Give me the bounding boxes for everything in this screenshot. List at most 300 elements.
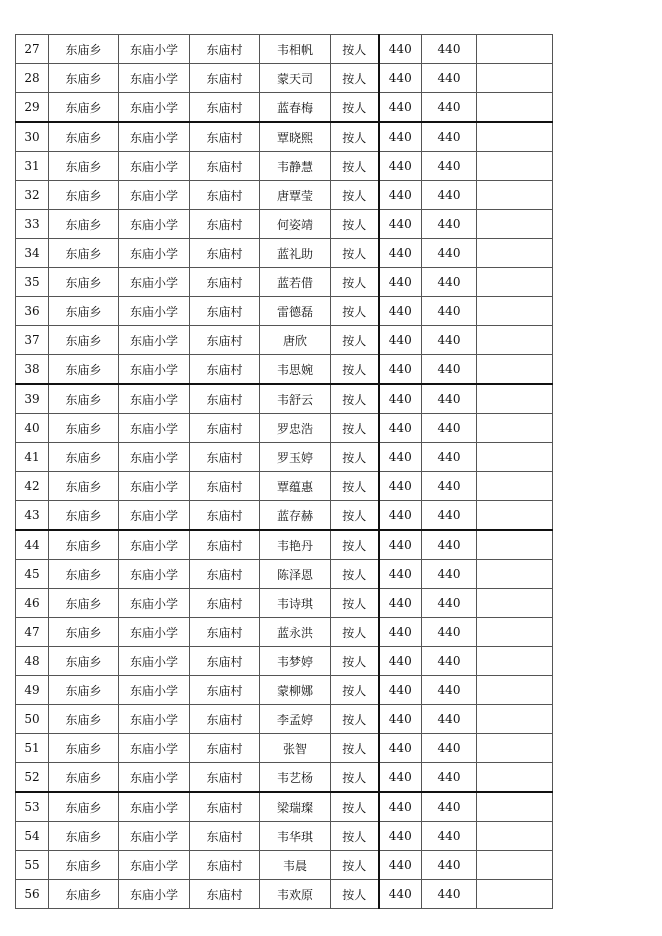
school-cell: 东庙小学 <box>119 297 190 326</box>
amount-cell: 440 <box>379 210 422 239</box>
school-cell: 东庙小学 <box>119 472 190 501</box>
amount-total-cell: 440 <box>422 297 477 326</box>
village-cell: 东庙村 <box>190 530 260 560</box>
student-name-cell: 韦梦婷 <box>260 647 331 676</box>
table-row <box>16 326 553 355</box>
table-row <box>16 239 553 268</box>
school-cell: 东庙小学 <box>119 384 190 414</box>
township-cell: 东庙乡 <box>49 734 119 763</box>
table-row <box>16 880 553 909</box>
table-row <box>16 64 553 93</box>
basis-cell: 按人 <box>331 64 379 93</box>
basis-cell: 按人 <box>331 355 379 385</box>
note-cell <box>477 35 553 64</box>
township-cell: 东庙乡 <box>49 443 119 472</box>
village-cell: 东庙村 <box>190 851 260 880</box>
note-cell <box>477 64 553 93</box>
note-cell <box>477 152 553 181</box>
amount-cell: 440 <box>379 530 422 560</box>
school-cell: 东庙小学 <box>119 792 190 822</box>
amount-cell: 440 <box>379 64 422 93</box>
row-number-cell: 29 <box>16 93 49 123</box>
table-row <box>16 210 553 239</box>
basis-cell: 按人 <box>331 384 379 414</box>
school-cell: 东庙小学 <box>119 763 190 793</box>
student-name-cell: 韦思婉 <box>260 355 331 385</box>
village-cell: 东庙村 <box>190 618 260 647</box>
amount-cell: 440 <box>379 93 422 123</box>
table-row <box>16 355 553 385</box>
amount-cell: 440 <box>379 443 422 472</box>
student-name-cell: 罗忠浩 <box>260 414 331 443</box>
village-cell: 东庙村 <box>190 268 260 297</box>
township-cell: 东庙乡 <box>49 676 119 705</box>
row-number-cell: 44 <box>16 530 49 560</box>
amount-total-cell: 440 <box>422 64 477 93</box>
student-name-cell: 蓝存赫 <box>260 501 331 531</box>
basis-cell: 按人 <box>331 618 379 647</box>
school-cell: 东庙小学 <box>119 355 190 385</box>
basis-cell: 按人 <box>331 763 379 793</box>
amount-total-cell: 440 <box>422 880 477 909</box>
township-cell: 东庙乡 <box>49 297 119 326</box>
amount-total-cell: 440 <box>422 239 477 268</box>
amount-cell: 440 <box>379 326 422 355</box>
village-cell: 东庙村 <box>190 880 260 909</box>
school-cell: 东庙小学 <box>119 618 190 647</box>
amount-cell: 440 <box>379 122 422 152</box>
village-cell: 东庙村 <box>190 64 260 93</box>
student-name-cell: 蓝礼助 <box>260 239 331 268</box>
township-cell: 东庙乡 <box>49 472 119 501</box>
township-cell: 东庙乡 <box>49 384 119 414</box>
note-cell <box>477 618 553 647</box>
school-cell: 东庙小学 <box>119 676 190 705</box>
school-cell: 东庙小学 <box>119 35 190 64</box>
table-row <box>16 851 553 880</box>
table-row <box>16 705 553 734</box>
township-cell: 东庙乡 <box>49 589 119 618</box>
basis-cell: 按人 <box>331 792 379 822</box>
amount-cell: 440 <box>379 152 422 181</box>
school-cell: 东庙小学 <box>119 705 190 734</box>
note-cell <box>477 734 553 763</box>
amount-cell: 440 <box>379 560 422 589</box>
note-cell <box>477 443 553 472</box>
village-cell: 东庙村 <box>190 93 260 123</box>
student-name-cell: 陈泽恩 <box>260 560 331 589</box>
note-cell <box>477 384 553 414</box>
township-cell: 东庙乡 <box>49 822 119 851</box>
note-cell <box>477 93 553 123</box>
school-cell: 东庙小学 <box>119 822 190 851</box>
amount-cell: 440 <box>379 35 422 64</box>
note-cell <box>477 297 553 326</box>
township-cell: 东庙乡 <box>49 64 119 93</box>
amount-total-cell: 440 <box>422 152 477 181</box>
subsidy-table <box>15 34 553 909</box>
row-number-cell: 37 <box>16 326 49 355</box>
amount-cell: 440 <box>379 239 422 268</box>
basis-cell: 按人 <box>331 210 379 239</box>
amount-cell: 440 <box>379 501 422 531</box>
note-cell <box>477 239 553 268</box>
amount-cell: 440 <box>379 763 422 793</box>
basis-cell: 按人 <box>331 880 379 909</box>
row-number-cell: 42 <box>16 472 49 501</box>
township-cell: 东庙乡 <box>49 501 119 531</box>
township-cell: 东庙乡 <box>49 705 119 734</box>
township-cell: 东庙乡 <box>49 880 119 909</box>
student-name-cell: 唐欣 <box>260 326 331 355</box>
row-number-cell: 30 <box>16 122 49 152</box>
school-cell: 东庙小学 <box>119 734 190 763</box>
row-number-cell: 34 <box>16 239 49 268</box>
village-cell: 东庙村 <box>190 822 260 851</box>
basis-cell: 按人 <box>331 443 379 472</box>
row-number-cell: 46 <box>16 589 49 618</box>
basis-cell: 按人 <box>331 93 379 123</box>
school-cell: 东庙小学 <box>119 443 190 472</box>
village-cell: 东庙村 <box>190 705 260 734</box>
student-name-cell: 韦静慧 <box>260 152 331 181</box>
note-cell <box>477 792 553 822</box>
note-cell <box>477 822 553 851</box>
table-row <box>16 414 553 443</box>
student-name-cell: 何姿靖 <box>260 210 331 239</box>
note-cell <box>477 122 553 152</box>
row-number-cell: 54 <box>16 822 49 851</box>
school-cell: 东庙小学 <box>119 64 190 93</box>
village-cell: 东庙村 <box>190 501 260 531</box>
amount-cell: 440 <box>379 414 422 443</box>
table-row <box>16 647 553 676</box>
student-name-cell: 梁瑞璨 <box>260 792 331 822</box>
township-cell: 东庙乡 <box>49 851 119 880</box>
amount-cell: 440 <box>379 647 422 676</box>
student-name-cell: 唐覃莹 <box>260 181 331 210</box>
village-cell: 东庙村 <box>190 122 260 152</box>
row-number-cell: 33 <box>16 210 49 239</box>
basis-cell: 按人 <box>331 239 379 268</box>
table-row <box>16 472 553 501</box>
township-cell: 东庙乡 <box>49 210 119 239</box>
row-number-cell: 36 <box>16 297 49 326</box>
note-cell <box>477 501 553 531</box>
student-name-cell: 蓝春梅 <box>260 93 331 123</box>
township-cell: 东庙乡 <box>49 326 119 355</box>
basis-cell: 按人 <box>331 822 379 851</box>
amount-cell: 440 <box>379 705 422 734</box>
amount-cell: 440 <box>379 268 422 297</box>
note-cell <box>477 880 553 909</box>
amount-total-cell: 440 <box>422 472 477 501</box>
amount-total-cell: 440 <box>422 210 477 239</box>
basis-cell: 按人 <box>331 35 379 64</box>
school-cell: 东庙小学 <box>119 851 190 880</box>
student-name-cell: 韦晨 <box>260 851 331 880</box>
row-number-cell: 51 <box>16 734 49 763</box>
table-row <box>16 268 553 297</box>
township-cell: 东庙乡 <box>49 35 119 64</box>
amount-cell: 440 <box>379 618 422 647</box>
school-cell: 东庙小学 <box>119 501 190 531</box>
row-number-cell: 49 <box>16 676 49 705</box>
village-cell: 东庙村 <box>190 647 260 676</box>
amount-total-cell: 440 <box>422 676 477 705</box>
note-cell <box>477 530 553 560</box>
student-name-cell: 蒙天司 <box>260 64 331 93</box>
village-cell: 东庙村 <box>190 763 260 793</box>
row-number-cell: 39 <box>16 384 49 414</box>
basis-cell: 按人 <box>331 181 379 210</box>
amount-cell: 440 <box>379 181 422 210</box>
village-cell: 东庙村 <box>190 560 260 589</box>
amount-total-cell: 440 <box>422 414 477 443</box>
school-cell: 东庙小学 <box>119 93 190 123</box>
basis-cell: 按人 <box>331 705 379 734</box>
table-row <box>16 676 553 705</box>
village-cell: 东庙村 <box>190 589 260 618</box>
table-row <box>16 589 553 618</box>
village-cell: 东庙村 <box>190 355 260 385</box>
table-row <box>16 560 553 589</box>
township-cell: 东庙乡 <box>49 152 119 181</box>
amount-total-cell: 440 <box>422 851 477 880</box>
township-cell: 东庙乡 <box>49 763 119 793</box>
amount-total-cell: 440 <box>422 35 477 64</box>
school-cell: 东庙小学 <box>119 152 190 181</box>
amount-total-cell: 440 <box>422 443 477 472</box>
note-cell <box>477 472 553 501</box>
table-row <box>16 792 553 822</box>
row-number-cell: 35 <box>16 268 49 297</box>
school-cell: 东庙小学 <box>119 210 190 239</box>
township-cell: 东庙乡 <box>49 93 119 123</box>
amount-total-cell: 440 <box>422 355 477 385</box>
basis-cell: 按人 <box>331 647 379 676</box>
basis-cell: 按人 <box>331 326 379 355</box>
student-name-cell: 覃晓熙 <box>260 122 331 152</box>
basis-cell: 按人 <box>331 268 379 297</box>
note-cell <box>477 676 553 705</box>
school-cell: 东庙小学 <box>119 880 190 909</box>
amount-total-cell: 440 <box>422 734 477 763</box>
student-name-cell: 雷德磊 <box>260 297 331 326</box>
township-cell: 东庙乡 <box>49 181 119 210</box>
student-name-cell: 蓝永洪 <box>260 618 331 647</box>
amount-cell: 440 <box>379 734 422 763</box>
row-number-cell: 43 <box>16 501 49 531</box>
amount-cell: 440 <box>379 792 422 822</box>
amount-cell: 440 <box>379 822 422 851</box>
table-row <box>16 384 553 414</box>
row-number-cell: 47 <box>16 618 49 647</box>
table-row <box>16 618 553 647</box>
school-cell: 东庙小学 <box>119 560 190 589</box>
amount-total-cell: 440 <box>422 822 477 851</box>
amount-total-cell: 440 <box>422 560 477 589</box>
row-number-cell: 31 <box>16 152 49 181</box>
basis-cell: 按人 <box>331 501 379 531</box>
basis-cell: 按人 <box>331 560 379 589</box>
village-cell: 东庙村 <box>190 384 260 414</box>
table-row <box>16 734 553 763</box>
amount-total-cell: 440 <box>422 530 477 560</box>
township-cell: 东庙乡 <box>49 530 119 560</box>
student-name-cell: 蓝若借 <box>260 268 331 297</box>
table-row <box>16 152 553 181</box>
row-number-cell: 27 <box>16 35 49 64</box>
note-cell <box>477 647 553 676</box>
amount-cell: 440 <box>379 880 422 909</box>
amount-total-cell: 440 <box>422 93 477 123</box>
amount-total-cell: 440 <box>422 268 477 297</box>
student-name-cell: 韦艳丹 <box>260 530 331 560</box>
row-number-cell: 28 <box>16 64 49 93</box>
amount-total-cell: 440 <box>422 705 477 734</box>
amount-total-cell: 440 <box>422 384 477 414</box>
row-number-cell: 50 <box>16 705 49 734</box>
village-cell: 东庙村 <box>190 35 260 64</box>
amount-cell: 440 <box>379 676 422 705</box>
school-cell: 东庙小学 <box>119 589 190 618</box>
table-row <box>16 181 553 210</box>
basis-cell: 按人 <box>331 676 379 705</box>
table-row <box>16 93 553 123</box>
note-cell <box>477 268 553 297</box>
amount-cell: 440 <box>379 589 422 618</box>
note-cell <box>477 560 553 589</box>
village-cell: 东庙村 <box>190 297 260 326</box>
township-cell: 东庙乡 <box>49 355 119 385</box>
row-number-cell: 32 <box>16 181 49 210</box>
student-name-cell: 罗玉婷 <box>260 443 331 472</box>
amount-cell: 440 <box>379 472 422 501</box>
student-name-cell: 蒙柳娜 <box>260 676 331 705</box>
village-cell: 东庙村 <box>190 152 260 181</box>
amount-total-cell: 440 <box>422 326 477 355</box>
township-cell: 东庙乡 <box>49 647 119 676</box>
township-cell: 东庙乡 <box>49 618 119 647</box>
student-name-cell: 韦相帆 <box>260 35 331 64</box>
school-cell: 东庙小学 <box>119 122 190 152</box>
village-cell: 东庙村 <box>190 676 260 705</box>
village-cell: 东庙村 <box>190 239 260 268</box>
amount-total-cell: 440 <box>422 647 477 676</box>
row-number-cell: 45 <box>16 560 49 589</box>
note-cell <box>477 414 553 443</box>
amount-cell: 440 <box>379 384 422 414</box>
row-number-cell: 52 <box>16 763 49 793</box>
basis-cell: 按人 <box>331 414 379 443</box>
school-cell: 东庙小学 <box>119 647 190 676</box>
amount-total-cell: 440 <box>422 501 477 531</box>
student-name-cell: 韦艺杨 <box>260 763 331 793</box>
row-number-cell: 55 <box>16 851 49 880</box>
school-cell: 东庙小学 <box>119 239 190 268</box>
village-cell: 东庙村 <box>190 181 260 210</box>
note-cell <box>477 355 553 385</box>
basis-cell: 按人 <box>331 589 379 618</box>
basis-cell: 按人 <box>331 851 379 880</box>
row-number-cell: 41 <box>16 443 49 472</box>
village-cell: 东庙村 <box>190 792 260 822</box>
village-cell: 东庙村 <box>190 443 260 472</box>
note-cell <box>477 326 553 355</box>
note-cell <box>477 705 553 734</box>
table-row <box>16 530 553 560</box>
amount-cell: 440 <box>379 297 422 326</box>
student-name-cell: 李孟婷 <box>260 705 331 734</box>
student-name-cell: 张智 <box>260 734 331 763</box>
village-cell: 东庙村 <box>190 414 260 443</box>
row-number-cell: 48 <box>16 647 49 676</box>
student-name-cell: 韦欢原 <box>260 880 331 909</box>
row-number-cell: 53 <box>16 792 49 822</box>
township-cell: 东庙乡 <box>49 560 119 589</box>
note-cell <box>477 181 553 210</box>
school-cell: 东庙小学 <box>119 530 190 560</box>
table-row <box>16 501 553 531</box>
student-name-cell: 韦华琪 <box>260 822 331 851</box>
table-row <box>16 122 553 152</box>
village-cell: 东庙村 <box>190 326 260 355</box>
amount-cell: 440 <box>379 851 422 880</box>
table-row <box>16 443 553 472</box>
village-cell: 东庙村 <box>190 210 260 239</box>
student-name-cell: 覃蕴惠 <box>260 472 331 501</box>
student-name-cell: 韦舒云 <box>260 384 331 414</box>
student-name-cell: 韦诗琪 <box>260 589 331 618</box>
township-cell: 东庙乡 <box>49 268 119 297</box>
amount-cell: 440 <box>379 355 422 385</box>
school-cell: 东庙小学 <box>119 326 190 355</box>
amount-total-cell: 440 <box>422 181 477 210</box>
basis-cell: 按人 <box>331 734 379 763</box>
row-number-cell: 38 <box>16 355 49 385</box>
township-cell: 东庙乡 <box>49 239 119 268</box>
basis-cell: 按人 <box>331 122 379 152</box>
table-row <box>16 297 553 326</box>
table-row <box>16 35 553 64</box>
village-cell: 东庙村 <box>190 472 260 501</box>
amount-total-cell: 440 <box>422 618 477 647</box>
basis-cell: 按人 <box>331 297 379 326</box>
basis-cell: 按人 <box>331 152 379 181</box>
school-cell: 东庙小学 <box>119 268 190 297</box>
note-cell <box>477 763 553 793</box>
table-body <box>16 35 553 909</box>
township-cell: 东庙乡 <box>49 414 119 443</box>
row-number-cell: 40 <box>16 414 49 443</box>
amount-total-cell: 440 <box>422 763 477 793</box>
village-cell: 东庙村 <box>190 734 260 763</box>
table-row <box>16 763 553 793</box>
school-cell: 东庙小学 <box>119 414 190 443</box>
amount-total-cell: 440 <box>422 122 477 152</box>
table-row <box>16 822 553 851</box>
note-cell <box>477 851 553 880</box>
note-cell <box>477 210 553 239</box>
row-number-cell: 56 <box>16 880 49 909</box>
township-cell: 东庙乡 <box>49 122 119 152</box>
note-cell <box>477 589 553 618</box>
basis-cell: 按人 <box>331 530 379 560</box>
amount-total-cell: 440 <box>422 589 477 618</box>
amount-total-cell: 440 <box>422 792 477 822</box>
school-cell: 东庙小学 <box>119 181 190 210</box>
